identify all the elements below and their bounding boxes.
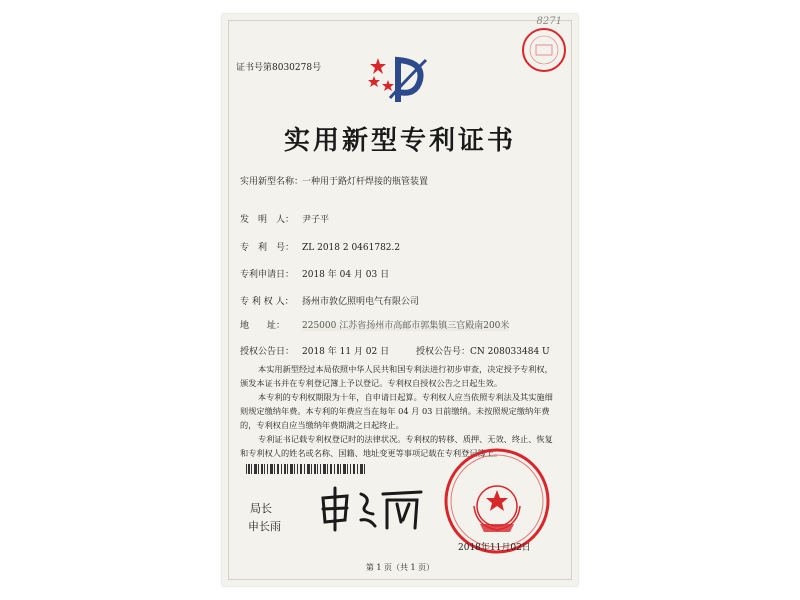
field-value: 一种用于路灯杆焊接的瓶管装置: [302, 177, 429, 187]
director-label: 局长: [250, 502, 272, 515]
certificate-title: 实用新型专利证书: [283, 126, 516, 156]
field-value: ZL 2018 2 0461782.2: [302, 243, 401, 253]
patent-office-logo-icon: [368, 52, 428, 106]
director-name: 申长雨: [248, 520, 281, 533]
field-value: 2018 年 11 月 02 日: [302, 347, 390, 357]
field-value: CN 208033484 U: [470, 347, 550, 357]
field-label: 专利申请日：: [240, 270, 295, 280]
field-label: 发 明 人：: [240, 215, 295, 225]
paragraph-2: 本专利的专利权期限为十年，自申请日起算。专利权人应当依照专利法及其实施细则规定缴纳年费。本专利的年费应当在每年 04 月 03 日前缴纳。未按照规定缴纳年费的，专利权自应当缴纳年费期满之日起终止。: [240, 392, 553, 430]
paragraph-1: 本实用新型经过本局依照中华人民共和国专利法进行初步审查，决定授予专利权，颁发本证书并在专利登记簿上予以登记。专利权自授权公告之日起生效。: [240, 364, 553, 388]
examination-seal-icon: [520, 26, 568, 74]
seal-text: [490, 464, 491, 465]
field-address: [240, 318, 509, 331]
field-label: 专 利 权 人：: [240, 297, 294, 307]
field-patent-holder: [240, 294, 419, 307]
field-value: 225000 江苏省扬州市高邮市郭集镇三官殿南200米: [302, 321, 510, 331]
page-indicator: 第 1 页（共 1 页）: [365, 563, 435, 572]
barcode-icon: [246, 464, 366, 474]
handwritten-note: 8271: [536, 16, 562, 27]
certificate-paper: [222, 14, 578, 586]
field-label: 实用新型名称：: [240, 177, 304, 187]
field-grant-number: [416, 344, 550, 357]
field-grant-date: [240, 344, 389, 357]
paragraph-3: 专利证书记载专利权登记时的法律状况。专利权的转移、质押、无效、终止、恢复和专利权人的姓名或名称、国籍、地址变更等事项记载在专利登记簿上。: [240, 434, 553, 458]
field-patent-number: [240, 240, 400, 253]
field-value: 尹子平: [302, 215, 330, 225]
field-utility-model-name: [240, 174, 428, 187]
field-label: 授权公告号：: [416, 347, 471, 357]
field-value: 扬州市敦亿照明电气有限公司: [302, 297, 420, 307]
field-inventor: [240, 212, 329, 225]
field-filing-date: [240, 267, 389, 280]
field-label: 授权公告日：: [240, 347, 295, 357]
field-label: 专 利 号：: [240, 243, 295, 253]
seal-date: 2018年11月02日: [458, 543, 531, 553]
field-label: 地 址：: [240, 321, 286, 331]
director-signature-icon: [317, 484, 427, 534]
field-value: 2018 年 04 月 03 日: [302, 270, 390, 280]
certificate-number: 证书号第8030278号: [236, 63, 322, 73]
